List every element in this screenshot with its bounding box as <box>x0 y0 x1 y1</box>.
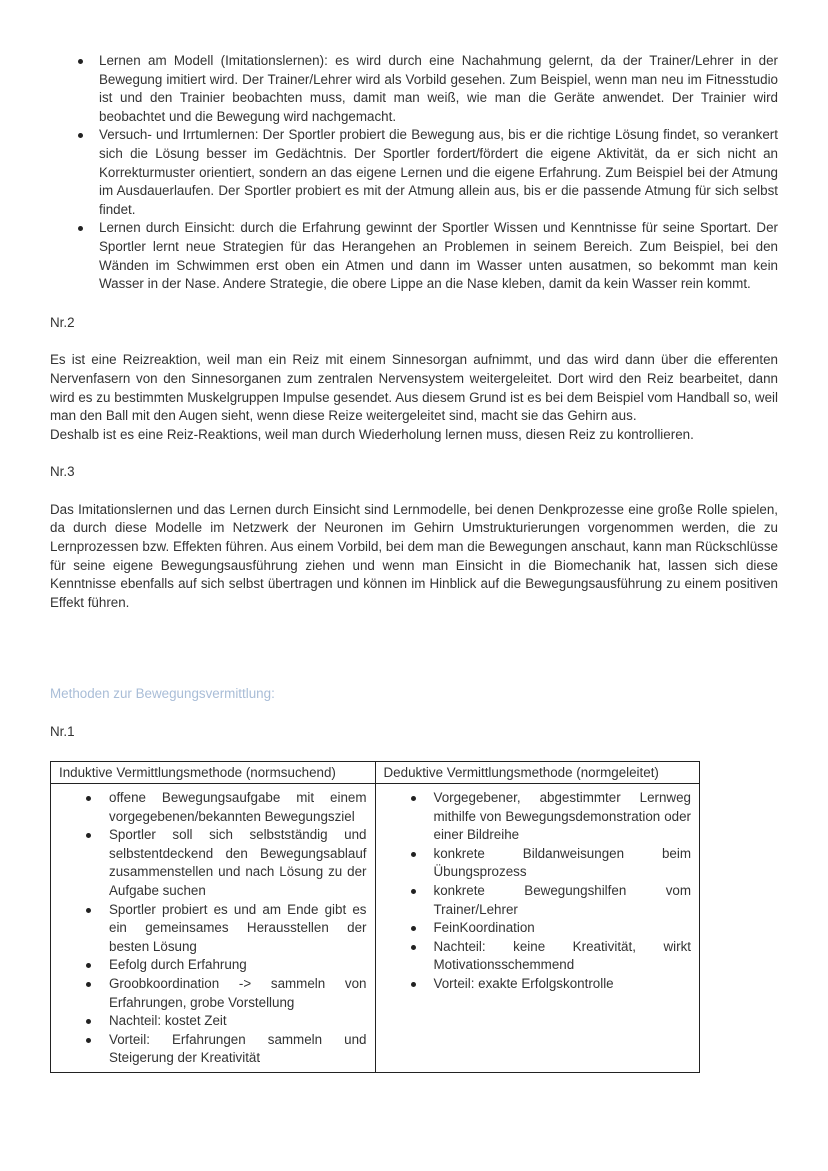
list-item: konkrete Bildanweisungen beim Übungsprozess <box>434 845 692 882</box>
document-page <box>50 52 778 742</box>
nr3-heading: Nr.3 <box>50 464 75 480</box>
list-item: Sportler soll sich selbstständig und selbstentdeckend den Bewegungsablauf zusammenstellen und nach Lösung zu der Aufgabe suchen <box>109 826 367 900</box>
list-item: Vorgegebener, abgestimmter Lernweg mithilfe von Bewegungsdemonstration oder einer Bildreihe <box>434 789 692 845</box>
list-item: offene Bewegungsaufgabe mit einem vorgegebenen/bekannten Bewegungsziel <box>109 789 367 826</box>
deductive-method-list <box>384 789 692 994</box>
list-item: Sportler probiert es und am Ende gibt es ein gemeinsames Herausstellen der besten Lösung <box>109 901 367 957</box>
inductive-method-cell <box>51 784 376 1073</box>
list-item: Nachteil: keine Kreativität, wirkt Motivationsschemmend <box>434 938 692 975</box>
inductive-method-header: Induktive Vermittlungsmethode (normsuchend) <box>51 762 376 784</box>
learning-types-list <box>50 52 778 294</box>
list-item: Lernen am Modell (Imitationslernen): es wird durch eine Nachahmung gelernt, da der Trainer/Lehrer in der Bewegung imitiert wird. Der Trainer/Lehrer wird als Vorbild gesehen. Zum Beispiel, wenn man neu im Fitnesstudio ist und den Trainier beobachten muss, damit man weiß, wie man die Geräte anwendet. Der Trainier wird beobachtet und die Bewegung wird nachgemacht. <box>99 52 778 126</box>
list-item: Versuch- und Irrtumlernen: Der Sportler probiert die Bewegung aus, bis er die richtige Lösung findet, so verankert sich die Lösung besser im Gedächtnis. Der Sportler fordert/fördert die eigene Aktivität, da er sich nicht an Korrekturmuster orientiert, sondern an das eigene Lernen und die eigene Erfahrung. Zum Beispiel bei der Atmung im Ausdauerlaufen. Der Sportler probiert es mit der Atmung allein aus, bis er die passende Atmung für sich selbst findet. <box>99 126 778 219</box>
list-item: Eefolg durch Erfahrung <box>109 956 367 975</box>
list-item: Groobkoordination -> sammeln von Erfahrungen, grobe Vorstellung <box>109 975 367 1012</box>
nr3-paragraph: Das Imitationslernen und das Lernen durch Einsicht sind Lernmodelle, bei denen Denkprozesse eine große Rolle spielen, da durch diese Modelle im Netzwerk der Neuronen im Gehirn Umstrukturierungen vorgenommen werden, die zu Lernprozessen bzw. Effekten führen. Aus einem Vorbild, bei dem man die Bewegungen anschaut, kann man Rückschlüsse für seine eigene Bewegungsausführung ziehen und wenn man Einsicht in die Biomechanik hat, lassen sich diese Kenntnisse ebenfalls auf sich selbst übertragen und können im Hinblick auf die Bewegungsausführung zu einem positiven Effekt führen. <box>50 501 778 610</box>
list-item: Nachteil: kostet Zeit <box>109 1012 367 1031</box>
methods-title: Methoden zur Bewegungsvermittlung: <box>50 686 275 702</box>
nr2-paragraph: Es ist eine Reizreaktion, weil man ein Reiz mit einem Sinnesorgan aufnimmt, und das wird dann über die efferenten Nervenfasern von den Sinnesorganen zum zentralen Nervensystem weitergeleitet. Dort wird den Reiz bearbeitet, dann wird es zu bestimmten Muskelgruppen Impulse gesendet. Aus diesem Grund ist es bei dem Beispiel vom Handball so, weil man den Ball mit den Augen sieht, wenn diese Reize weitergeleitet sind, macht sie das Gehirn aus. <box>50 352 778 424</box>
methods-nr1-heading: Nr.1 <box>50 724 75 740</box>
inductive-method-list <box>59 789 367 1068</box>
list-item: Vorteil: exakte Erfolgskontrolle <box>434 975 692 994</box>
list-item: Lernen durch Einsicht: durch die Erfahrung gewinnt der Sportler Wissen und Kenntnisse für seine Sportart. Der Sportler lernt neue Strategien für das Herangehen an Problemen in seinem Bereich. Zum Beispiel, bei den Wänden im Schwimmen erst oben ein Atmen und dann im Wasser unten ausatmen, so bekommt man kein Wasser in der Nase. Andere Strategie, die obere Lippe an die Nase kleben, damit da kein Wasser rein kommt. <box>99 219 778 293</box>
nr2-paragraph-2: Deshalb ist es eine Reiz-Reaktions, weil man durch Wiederholung lernen muss, diesen Reiz zu kontrollieren. <box>50 426 694 442</box>
list-item: FeinKoordination <box>434 919 692 938</box>
nr2-heading: Nr.2 <box>50 314 75 330</box>
deductive-method-cell <box>375 784 700 1073</box>
list-item: konkrete Bewegungshilfen vom Trainer/Lehrer <box>434 882 692 919</box>
list-item: Vorteil: Erfahrungen sammeln und Steigerung der Kreativität <box>109 1031 367 1068</box>
methods-comparison-table <box>50 761 700 1073</box>
deductive-method-header: Deduktive Vermittlungsmethode (normgeleitet) <box>375 762 700 784</box>
